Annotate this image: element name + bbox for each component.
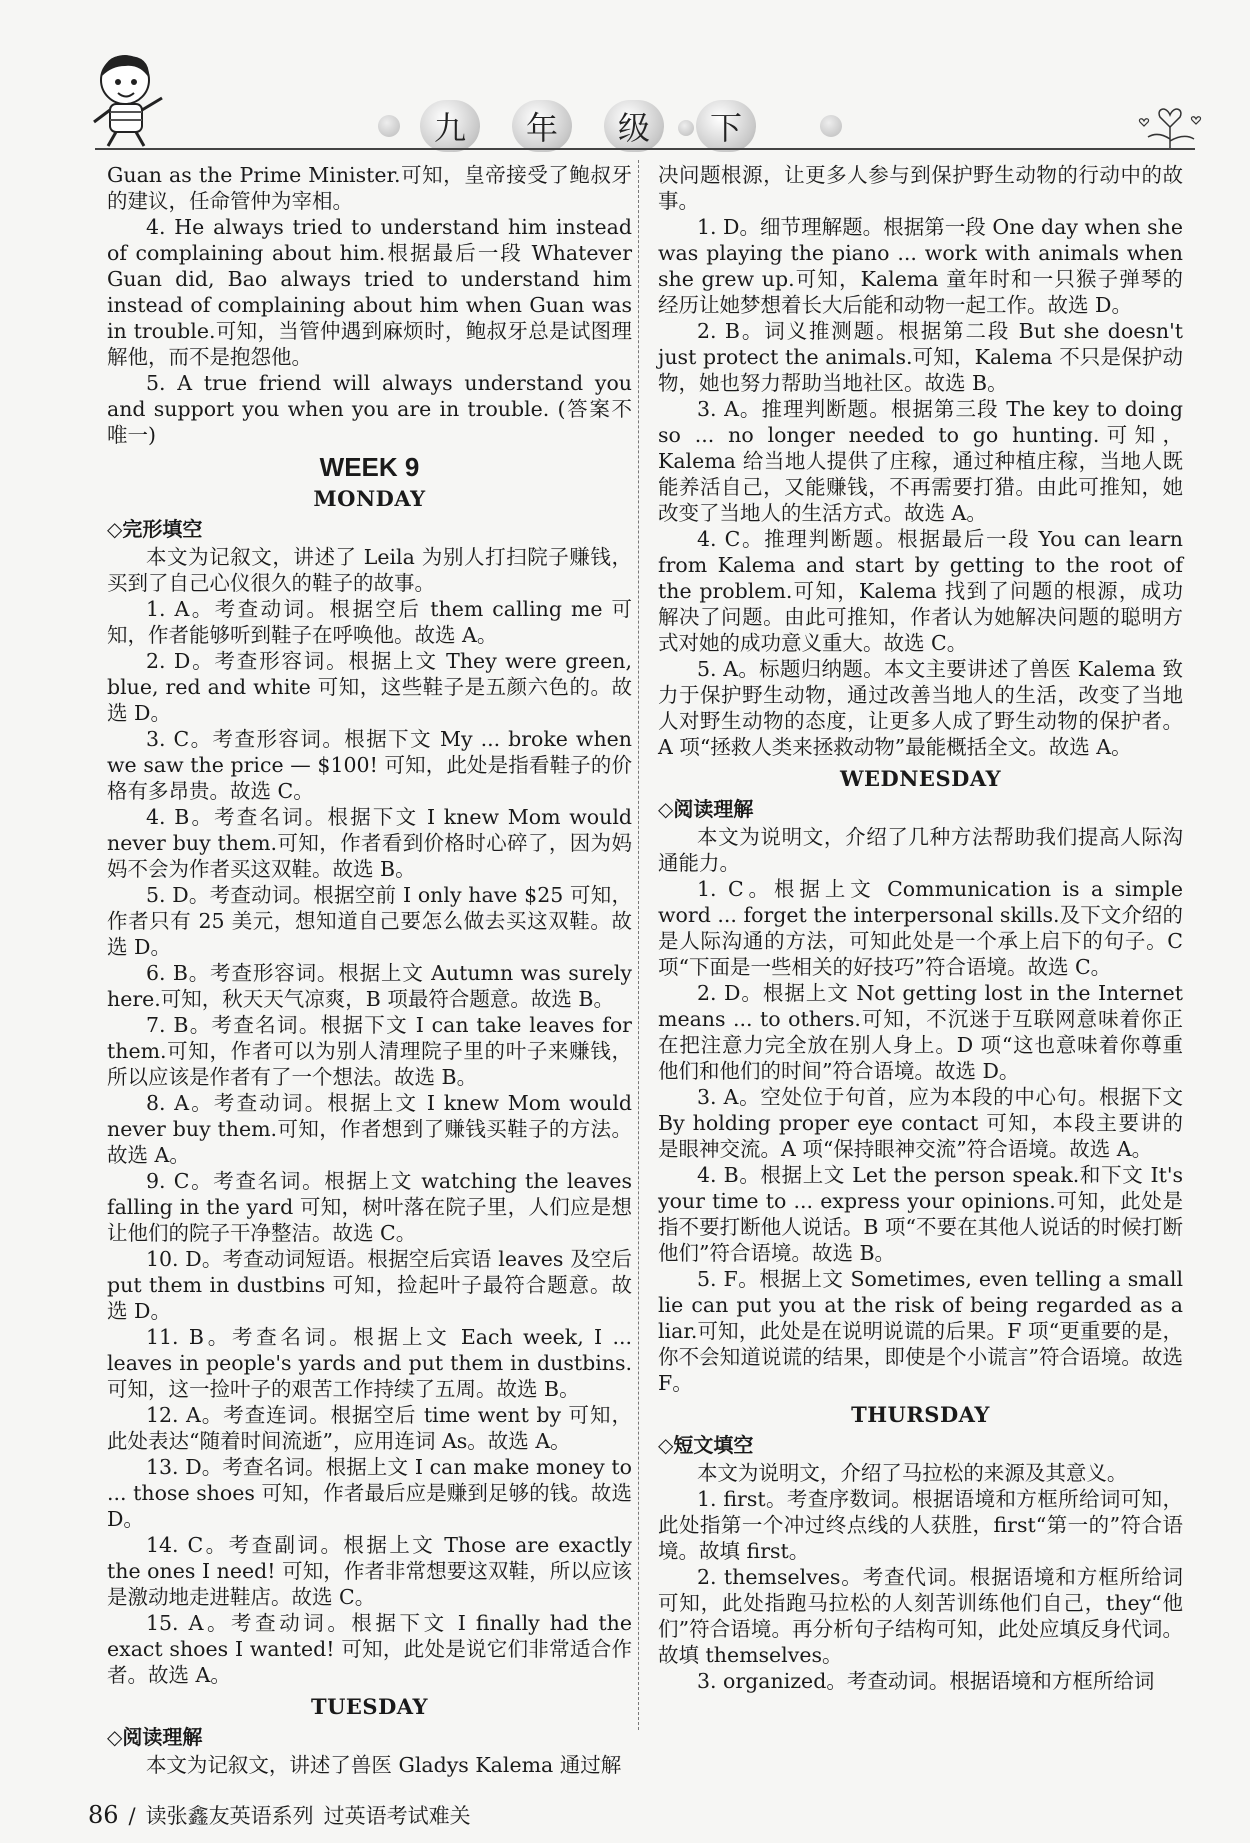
answer-paragraph: 7. B。考查名词。根据下文 I can take leaves for them.可知，作者可以为别人清理院子里的叶子来赚钱，所以应该是作者有了一个想法。故选 B。 xyxy=(107,1013,632,1089)
answer-paragraph: 5. A。标题归纳题。本文主要讲述了兽医 Kalema 致力于保护野生动物，通过改善当地人的生活，改变了当地人对野生动物的态度，让更多人成了野生动物的保护者。A 项“拯救人类来拯救动物”最能概括全文。故选 A。 xyxy=(658,657,1183,759)
answer-paragraph: 5. A true friend will always understand you and support you when you are in trouble. (答案不唯一) xyxy=(107,371,632,447)
grade-char: 级 xyxy=(604,100,664,152)
hearts-decoration-icon xyxy=(1130,95,1210,150)
grade-char: 年 xyxy=(512,100,572,152)
answer-paragraph: 5. D。考查动词。根据空前 I only have $25 可知，作者只有 25 美元，想知道自己要怎么做去买这双鞋。故选 D。 xyxy=(107,883,632,959)
decor-dot xyxy=(378,115,400,137)
day-heading: THURSDAY xyxy=(851,1402,990,1427)
grade-char: 下 xyxy=(696,100,756,152)
answer-paragraph: 8. A。考查动词。根据上文 I knew Mom would never buy them.可知，作者想到了赚钱买鞋子的方法。故选 A。 xyxy=(107,1091,632,1167)
section-heading: ◇短文填空 xyxy=(658,1433,754,1457)
answer-paragraph: 2. D。根据上文 Not getting lost in the Internet means ... to others.可知，不沉迷于互联网意味着你正在把注意力完全放在别人身上。D 项“这也意味着你尊重他们和他们的时间”符合语境。故选 D。 xyxy=(658,981,1183,1083)
page-number: 86 xyxy=(88,1801,119,1829)
answer-paragraph: 本文为记叙文，讲述了 Leila 为别人打扫院子赚钱，买到了自己心仪很久的鞋子的故事。 xyxy=(107,545,632,595)
section-heading: ◇阅读理解 xyxy=(658,797,754,821)
answer-paragraph: 4. He always tried to understand him instead of complaining about him.根据最后一段 Whatever Guan did, Bao always tried to understand him instead of complaining about him when Guan was in trouble.可知，当管仲遇到麻烦时，鲍叔牙总是试图理解他，而不是抱怨他。 xyxy=(107,215,632,369)
day-heading: WEDNESDAY xyxy=(839,766,1002,791)
answer-paragraph: 3. A。推理判断题。根据第三段 The key to doing so ... no longer needed to go hunting.可知，Kalema 给当地人提供了庄稼，通过种植庄稼，当地人既能养活自己，又能赚钱，不再需要打猎。由此可推知，她改变了当地人的生活方式。故选 A。 xyxy=(658,397,1183,525)
cartoon-boy-illustration xyxy=(80,48,190,148)
answer-paragraph: 10. D。考查动词短语。根据空后宾语 leaves 及空后 put them in dustbins 可知，捡起叶子最符合题意。故选 D。 xyxy=(107,1247,632,1323)
decor-dot xyxy=(820,115,842,137)
answer-paragraph: 决问题根源，让更多人参与到保护野生动物的行动中的故事。 xyxy=(658,163,1183,213)
series-name: 读张鑫友英语系列 xyxy=(145,1804,314,1828)
answer-paragraph: 6. B。考查形容词。根据上文 Autumn was surely here.可知，秋天天气凉爽，B 项最符合题意。故选 B。 xyxy=(107,961,632,1011)
answer-paragraph: 11. B。考查名词。根据上文 Each week, I ... leaves in people's yards and put them in dustbins.可知，这一捡叶子的艰苦工作持续了五周。故选 B。 xyxy=(107,1325,632,1401)
answer-paragraph: 2. B。词义推测题。根据第二段 But she doesn't just protect the animals.可知，Kalema 不只是保护动物，她也努力帮助当地社区。故选 B。 xyxy=(658,319,1183,395)
answer-paragraph: 9. C。考查名词。根据上文 watching the leaves falling in the yard 可知，树叶落在院子里，人们应是想让他们的院子干净整洁。故选 C。 xyxy=(107,1169,632,1245)
right-column xyxy=(658,162,1183,1694)
series-subtitle: 过英语考试难关 xyxy=(323,1804,471,1828)
week-heading: WEEK 9 xyxy=(319,452,420,482)
footer-separator: / xyxy=(128,1804,136,1828)
answer-paragraph: 1. C。根据上文 Communication is a simple word ... forget the interpersonal skills.及下文介绍的是人际沟通的方法，可知此处是一个承上启下的句子。C 项“下面是一些相关的好技巧”符合语境。故选 C。 xyxy=(658,877,1183,979)
page-footer xyxy=(88,1800,471,1830)
column-divider xyxy=(638,160,639,1730)
answer-paragraph: 15. A。考查动词。根据下文 I finally had the exact shoes I wanted! 可知，此处是说它们非常适合作者。故选 A。 xyxy=(107,1611,632,1687)
answer-paragraph: 1. A。考查动词。根据空后 them calling me 可知，作者能够听到鞋子在呼唤他。故选 A。 xyxy=(107,597,632,647)
answer-paragraph: 本文为说明文，介绍了几种方法帮助我们提高人际沟通能力。 xyxy=(658,825,1183,875)
header-rule xyxy=(95,148,1195,150)
answer-paragraph: 1. first。考查序数词。根据语境和方框所给词可知，此处指第一个冲过终点线的人获胜，first“第一的”符合语境。故填 first。 xyxy=(658,1487,1183,1563)
answer-paragraph: 12. A。考查连词。根据空后 time went by 可知，此处表达“随着时间流逝”，应用连词 As。故选 A。 xyxy=(107,1403,632,1453)
answer-paragraph: 1. D。细节理解题。根据第一段 One day when she was playing the piano ... work with animals when she grew up.可知，Kalema 童年时和一只猴子弹琴的经历让她梦想着长大后能和动物一起工作。故选 D。 xyxy=(658,215,1183,317)
section-heading: ◇阅读理解 xyxy=(107,1725,203,1749)
answer-paragraph: 本文为说明文，介绍了马拉松的来源及其意义。 xyxy=(696,1461,1128,1485)
answer-paragraph: 5. F。根据上文 Sometimes, even telling a small lie can put you at the risk of being regarded as a liar.可知，此处是在说明说谎的后果。F 项“更重要的是，你不会知道说谎的结果，即使是个小谎言”符合语境。故选 F。 xyxy=(658,1267,1183,1395)
answer-paragraph: 13. D。考查名词。根据上文 I can make money to ... those shoes 可知，作者最后应是赚到足够的钱。故选 D。 xyxy=(107,1455,632,1531)
answer-paragraph: 3. organized。考查动词。根据语境和方框所给词 xyxy=(696,1669,1155,1693)
answer-paragraph: 14. C。考查副词。根据上文 Those are exactly the ones I need! 可知，作者非常想要这双鞋，所以应该是激动地走进鞋店。故选 C。 xyxy=(107,1533,632,1609)
answer-paragraph: Guan as the Prime Minister.可知，皇帝接受了鲍叔牙的建议，任命管仲为宰相。 xyxy=(107,163,632,213)
day-heading: TUESDAY xyxy=(310,1694,429,1719)
answer-paragraph: 4. B。考查名词。根据下文 I knew Mom would never buy them.可知，作者看到价格时心碎了，因为妈妈不会为作者买这双鞋。故选 B。 xyxy=(107,805,632,881)
section-heading: ◇完形填空 xyxy=(107,517,203,541)
answer-paragraph: 3. A。空处位于句首，应为本段的中心句。根据下文 By holding proper eye contact 可知，本段主要讲的是眼神交流。A 项“保持眼神交流”符合语境。故选 A。 xyxy=(658,1085,1183,1161)
page-header xyxy=(0,0,1250,150)
answer-paragraph: 4. C。推理判断题。根据最后一段 You can learn from Kalema and start by getting to the root of the problem.可知，Kalema 找到了问题的根源，成功解决了问题。由此可推知，作者认为她解决问题的聪明方式对她的成功意义重大。故选 C。 xyxy=(658,527,1183,655)
answer-paragraph: 2. D。考查形容词。根据上文 They were green, blue, red and white 可知，这些鞋子是五颜六色的。故选 D。 xyxy=(107,649,632,725)
answer-paragraph: 本文为记叙文，讲述了兽医 Gladys Kalema 通过解 xyxy=(145,1753,622,1777)
day-heading: MONDAY xyxy=(313,486,426,511)
answer-paragraph: 2. themselves。考查代词。根据语境和方框所给词可知，此处指跑马拉松的人刻苦训练他们自己，they“他们”符合语境。再分析句子结构可知，此处应填反身代词。故填 themselves。 xyxy=(658,1565,1183,1667)
grade-char: 九 xyxy=(420,100,480,152)
grade-title xyxy=(420,100,756,152)
answer-paragraph: 3. C。考查形容词。根据下文 My ... broke when we saw the price — $100! 可知，此处是指看鞋子的价格有多昂贵。故选 C。 xyxy=(107,727,632,803)
answer-paragraph: 4. B。根据上文 Let the person speak.和下文 It's your time to ... express your opinions.可知，此处是指不要打断他人说话。B 项“不要在其他人说话的时候打断他们”符合语境。故选 B。 xyxy=(658,1163,1183,1265)
left-column xyxy=(107,162,632,1778)
